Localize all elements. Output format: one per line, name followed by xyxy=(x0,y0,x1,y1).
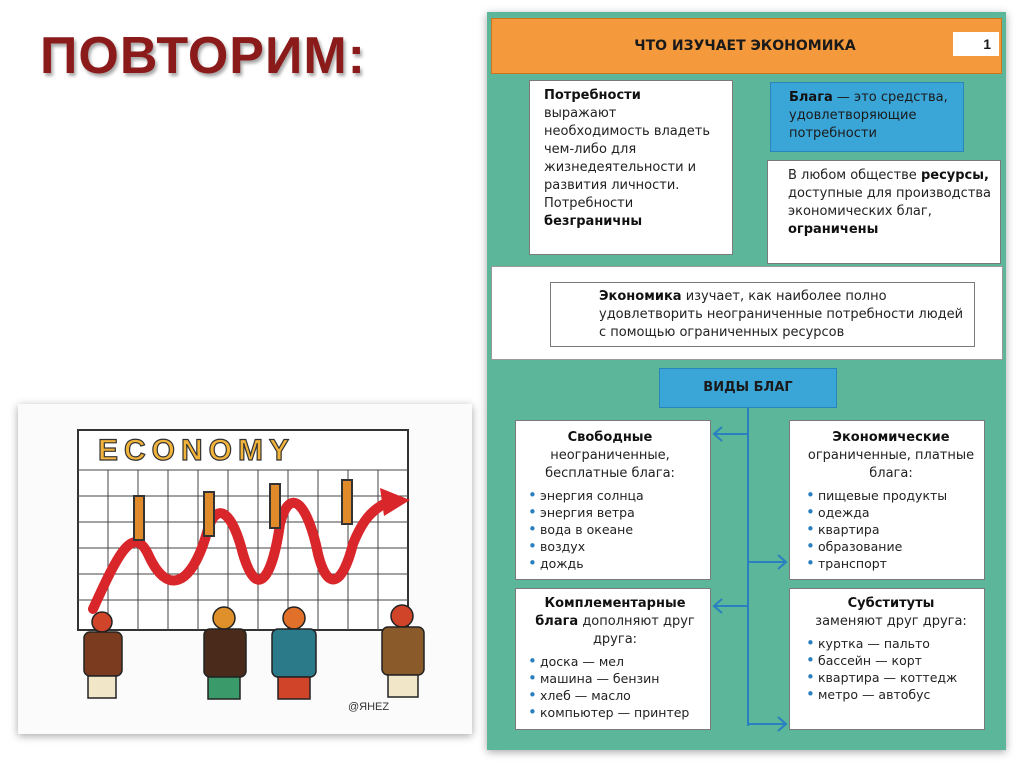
list-item: • энергия ветра xyxy=(526,504,704,521)
list-item: • доска — мел xyxy=(526,653,704,670)
substitutes-card xyxy=(789,588,985,730)
cartoon-banner: ECONOMY xyxy=(98,434,296,467)
resources-prefix: В любом обществе xyxy=(788,168,917,183)
economic-goods-subtitle: ограниченные, платные блага: xyxy=(807,448,975,481)
substitutes-title: Субституты xyxy=(847,596,935,611)
economics-term: Экономика xyxy=(599,289,682,304)
slide-title: ПОВТОРИМ: xyxy=(40,27,367,85)
free-goods-card xyxy=(515,420,711,580)
list-item: • дождь xyxy=(526,555,704,572)
needs-emphasis: безграничны xyxy=(544,214,643,229)
list-item: • образование xyxy=(804,538,978,555)
complementary-goods-title: Комплементарные блага xyxy=(535,596,686,629)
economic-goods-card xyxy=(789,420,985,580)
list-item: • одежда xyxy=(804,504,978,521)
types-of-goods-text: ВИДЫ БЛАГ xyxy=(703,380,793,395)
list-item: • куртка — пальто xyxy=(804,635,978,652)
free-goods-subtitle: неограниченные, бесплатные блага: xyxy=(545,448,675,481)
list-item: • квартира xyxy=(804,521,978,538)
list-item: • воздух xyxy=(526,538,704,555)
resources-emphasis: ограничены xyxy=(788,222,879,237)
free-goods-title: Свободные xyxy=(567,430,653,445)
types-of-goods-label xyxy=(659,368,837,408)
resources-text: доступные для производства экономических благ, xyxy=(788,186,992,219)
resources-term: ресурсы, xyxy=(920,168,989,183)
economic-goods-title: Экономические xyxy=(832,430,950,445)
substitutes-list xyxy=(804,635,978,703)
list-item: • транспорт xyxy=(804,555,978,572)
needs-card xyxy=(529,80,733,255)
cartoon-signature: @ЯHEZ xyxy=(348,701,390,713)
needs-term: Потребности xyxy=(544,88,641,103)
types-connector xyxy=(700,408,800,738)
needs-text: выражают необходимость владеть чем-либо для жизнедеятельности и развития личности. xyxy=(544,106,710,193)
list-item: • пищевые продукты xyxy=(804,487,978,504)
list-item: • компьютер — принтер xyxy=(526,704,704,721)
economy-cartoon-drawing xyxy=(18,404,472,734)
list-item: • бассейн — корт xyxy=(804,652,978,669)
list-item: • квартира — коттедж xyxy=(804,669,978,686)
economics-text: изучает, как наиболее полно удовлетворить неограниченные потребности людей с помощью ограниченных ресурсов xyxy=(599,289,964,340)
economy-cartoon xyxy=(18,404,472,734)
complementary-goods-card xyxy=(515,588,711,730)
list-item: • метро — автобус xyxy=(804,686,978,703)
complementary-goods-list xyxy=(526,653,704,721)
substitutes-subtitle: заменяют друг друга: xyxy=(815,614,967,629)
free-goods-list xyxy=(526,487,704,572)
resources-card xyxy=(767,160,1001,264)
list-item: • машина — бензин xyxy=(526,670,704,687)
list-item: • энергия солнца xyxy=(526,487,704,504)
list-item: • хлеб — масло xyxy=(526,687,704,704)
goods-card xyxy=(770,82,964,152)
goods-term: Блага xyxy=(789,90,833,105)
economic-goods-list xyxy=(804,487,978,572)
list-item: • вода в океане xyxy=(526,521,704,538)
needs-text2: Потребности xyxy=(544,196,634,211)
complementary-goods-subtitle: дополняют друг друга: xyxy=(582,614,695,647)
economics-card xyxy=(550,282,975,347)
goods-text: — это средства, удовлетворяющие потребности xyxy=(789,90,948,141)
page-number: 1 xyxy=(953,32,999,56)
scheme-header-title: ЧТО ИЗУЧАЕТ ЭКОНОМИКА xyxy=(634,38,856,54)
